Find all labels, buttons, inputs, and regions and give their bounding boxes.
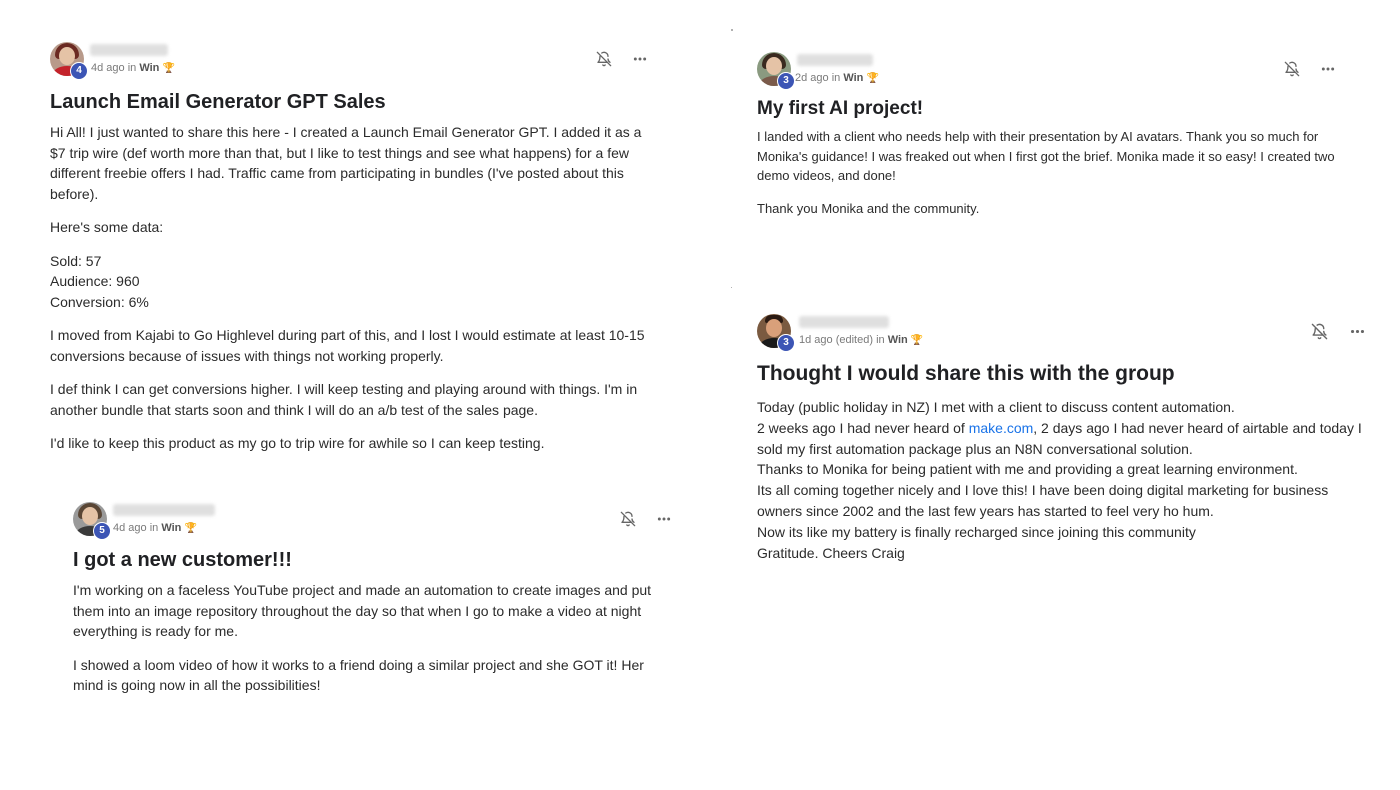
trophy-icon: 🏆 (910, 335, 924, 346)
post-title[interactable]: Thought I would share this with the group (757, 362, 1175, 385)
more-horizontal-icon[interactable] (1319, 60, 1337, 78)
post-title[interactable]: Launch Email Generator GPT Sales (50, 91, 386, 113)
post-paragraph: I'd like to keep this product as my go to trip wire for awhile so I can keep testing. (50, 435, 545, 451)
post-actions (619, 510, 673, 528)
post-header (757, 314, 1377, 354)
bell-off-icon[interactable] (1310, 322, 1328, 340)
author-avatar[interactable] (73, 502, 107, 536)
post-time: 4d ago (91, 62, 125, 74)
post-paragraph (50, 251, 660, 313)
level-badge: 4 (70, 62, 88, 80)
post-paragraph: I'm working on a faceless YouTube project and made an automation to create images and put them into an image repository throughout the day so that when I go to make a video at night everything is ready for me. (73, 582, 652, 639)
post-meta: 4d ago in Win 🏆 (113, 522, 197, 534)
post-paragraph: I landed with a client who needs help with their presentation by AI avatars. Thank you so much for Monika's guidance! I was freaked out when I first got the brief. Monika made it so easy! I created two demo videos, and done! (757, 129, 1335, 183)
divider-dot (731, 287, 732, 288)
post-paragraph: Hi All! I just wanted to share this here - I created a Launch Email Generator GPT. I added it as a $7 trip wire (def worth more than that, but I like to test things and see what happens) for a few different freebie offers I had. Traffic came from participating in bundles (I've posted about this before). (50, 124, 642, 202)
post-body (757, 127, 1342, 218)
category-link[interactable]: Win (887, 334, 908, 346)
level-badge: 5 (93, 522, 111, 540)
author-avatar[interactable] (50, 42, 84, 76)
author-name-blurred[interactable] (799, 316, 889, 328)
post-card (50, 42, 660, 454)
post-actions (1283, 60, 1337, 78)
author-name-blurred[interactable] (797, 54, 873, 66)
trophy-icon: 🏆 (162, 63, 175, 74)
make-com-link[interactable]: make.com (968, 419, 1034, 436)
stat-audience: Audience: 960 (50, 273, 140, 289)
post-paragraph: I moved from Kajabi to Go Highlevel during part of this, and I lost I would estimate at least 10-15 conversions because of issues with things not working properly. (50, 327, 645, 364)
post-paragraph: Here's some data: (50, 219, 164, 235)
post-title[interactable]: My first AI project! (757, 98, 924, 119)
trophy-icon: 🏆 (866, 73, 879, 84)
more-horizontal-icon[interactable] (1348, 322, 1366, 340)
bell-off-icon[interactable] (595, 50, 613, 68)
post-time: 2d ago (795, 72, 829, 84)
post-meta: 4d ago in Win 🏆 (91, 62, 175, 74)
post-paragraph: Thank you Monika and the community. (757, 200, 980, 216)
author-avatar[interactable] (757, 314, 791, 348)
post-body (50, 122, 660, 454)
post-card (757, 52, 1342, 218)
level-badge: 3 (777, 72, 795, 90)
more-horizontal-icon[interactable] (631, 50, 649, 68)
post-paragraph: I def think I can get conversions higher. I will keep testing and playing around with things. I'm in another bundle that starts soon and think I will do an a/b test of the sales page. (50, 381, 638, 418)
post-time: 4d ago (113, 522, 147, 534)
post-body (757, 397, 1377, 563)
level-badge: 3 (777, 334, 795, 352)
post-actions (595, 50, 649, 68)
post-paragraph: Today (public holiday in NZ) I met with a client to discuss content automation. 2 weeks ago I had never heard of make.com, 2 days ago I had never heard of airtable and today I sold my first automation package plus an N8N conversational solution. Thanks to Monika for being patient with me and providing a great learning environment. Its all coming together nicely and I love this! I have been doing digital marketing for business owners since 2002 and the last few years has started to feel very ho hum. Now its like my battery is finally recharged since joining this community Gratitude. Cheers Craig (757, 399, 1362, 561)
stat-sold: Sold: 57 (50, 252, 102, 269)
author-name-blurred[interactable] (113, 504, 215, 516)
author-avatar[interactable] (757, 52, 791, 86)
bell-off-icon[interactable] (1283, 60, 1301, 78)
more-horizontal-icon[interactable] (655, 510, 673, 528)
post-header (73, 502, 673, 542)
post-card (757, 314, 1377, 563)
post-meta: 1d ago (edited) in Win 🏆 (799, 334, 924, 346)
post-actions (1310, 322, 1366, 340)
post-header (757, 52, 1342, 92)
category-link[interactable]: Win (843, 72, 864, 84)
stat-conversion: Conversion: 6% (50, 293, 149, 310)
category-link[interactable]: Win (139, 62, 160, 74)
trophy-icon: 🏆 (184, 523, 197, 534)
post-meta: 2d ago in Win 🏆 (795, 72, 879, 84)
post-card (73, 502, 673, 696)
post-title[interactable]: I got a new customer!!! (73, 549, 292, 571)
post-time: 1d ago (edited) (799, 334, 873, 346)
post-paragraph: I showed a loom video of how it works to a friend doing a similar project and she GOT it! Her mind is going now in all the possibilities! (73, 656, 644, 693)
author-name-blurred[interactable] (90, 44, 168, 56)
category-link[interactable]: Win (161, 522, 182, 534)
post-header (50, 42, 660, 82)
bell-off-icon[interactable] (619, 510, 637, 528)
divider-dot (731, 29, 733, 31)
post-body (73, 580, 673, 696)
